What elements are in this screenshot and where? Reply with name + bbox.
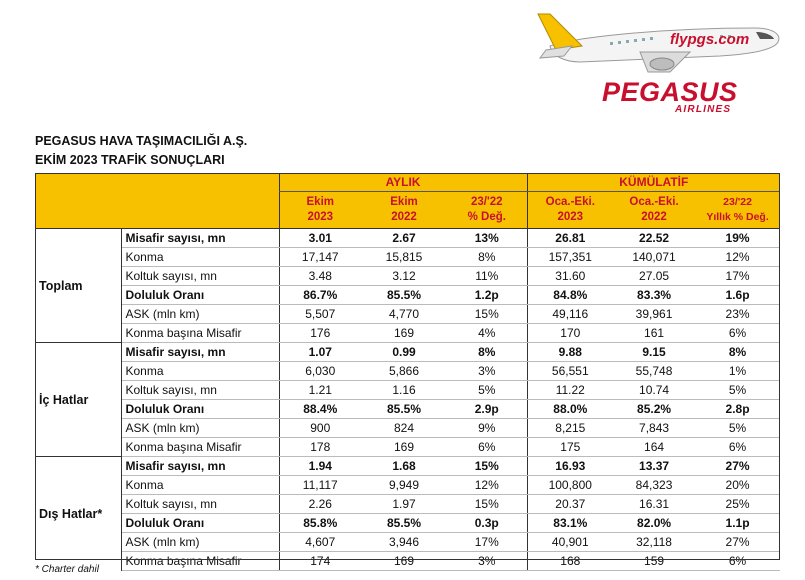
- metric-label: Misafir sayısı, mn: [121, 343, 279, 362]
- table-row: [35, 400, 780, 419]
- value-cell: 4,770: [361, 305, 447, 324]
- value-cell: 164: [613, 438, 695, 457]
- value-cell: 25%: [695, 495, 780, 514]
- value-cell: 27%: [695, 457, 780, 476]
- value-cell: 22.52: [613, 229, 695, 248]
- value-cell: 26.81: [527, 229, 613, 248]
- value-cell: 6%: [447, 438, 527, 457]
- value-cell: 1.97: [361, 495, 447, 514]
- table-row: [35, 495, 780, 514]
- value-cell: 4%: [447, 324, 527, 343]
- value-cell: 0.3p: [447, 514, 527, 533]
- value-cell: 23%: [695, 305, 780, 324]
- value-cell: 10.74: [613, 381, 695, 400]
- value-cell: 19%: [695, 229, 780, 248]
- value-cell: 170: [527, 324, 613, 343]
- value-cell: 6%: [695, 324, 780, 343]
- value-cell: 1.94: [279, 457, 361, 476]
- col-header: 23/'22 % Değ.: [447, 192, 527, 229]
- value-cell: 27.05: [613, 267, 695, 286]
- value-cell: 40,901: [527, 533, 613, 552]
- value-cell: 8%: [447, 248, 527, 267]
- value-cell: 32,118: [613, 533, 695, 552]
- value-cell: 168: [527, 552, 613, 571]
- value-cell: 1%: [695, 362, 780, 381]
- value-cell: 16.93: [527, 457, 613, 476]
- header-kumulatif: KÜMÜLATİF: [527, 173, 780, 192]
- value-cell: 1.1p: [695, 514, 780, 533]
- table-row: [35, 267, 780, 286]
- value-cell: 20.37: [527, 495, 613, 514]
- value-cell: 0.99: [361, 343, 447, 362]
- metric-label: ASK (mln km): [121, 305, 279, 324]
- metric-label: Konma başına Misafir: [121, 324, 279, 343]
- table-row: [35, 248, 780, 267]
- value-cell: 17,147: [279, 248, 361, 267]
- metric-label: Misafir sayısı, mn: [121, 457, 279, 476]
- section-label: Dış Hatlar*: [35, 457, 121, 571]
- traffic-table: [35, 173, 780, 571]
- value-cell: 5%: [695, 381, 780, 400]
- header-row-groups: [35, 173, 780, 192]
- section-label: İç Hatlar: [35, 343, 121, 457]
- website-label: flypgs.com: [670, 31, 750, 48]
- value-cell: 161: [613, 324, 695, 343]
- value-cell: 85.5%: [361, 286, 447, 305]
- table-row: [35, 552, 780, 571]
- metric-label: Koltuk sayısı, mn: [121, 267, 279, 286]
- metric-label: Konma başına Misafir: [121, 552, 279, 571]
- table-row: [35, 514, 780, 533]
- value-cell: 85.8%: [279, 514, 361, 533]
- value-cell: 3%: [447, 552, 527, 571]
- value-cell: 6,030: [279, 362, 361, 381]
- value-cell: 3.01: [279, 229, 361, 248]
- table-row: [35, 457, 780, 476]
- value-cell: 49,116: [527, 305, 613, 324]
- value-cell: 169: [361, 324, 447, 343]
- value-cell: 1.6p: [695, 286, 780, 305]
- value-cell: 175: [527, 438, 613, 457]
- metric-label: Doluluk Oranı: [121, 514, 279, 533]
- value-cell: 900: [279, 419, 361, 438]
- value-cell: 31.60: [527, 267, 613, 286]
- value-cell: 9.15: [613, 343, 695, 362]
- report-subtitle: EKİM 2023 TRAFİK SONUÇLARI: [35, 153, 225, 167]
- value-cell: 88.0%: [527, 400, 613, 419]
- value-cell: 1.21: [279, 381, 361, 400]
- value-cell: 1.07: [279, 343, 361, 362]
- table-row: [35, 305, 780, 324]
- value-cell: 11,117: [279, 476, 361, 495]
- metric-label: Konma: [121, 476, 279, 495]
- metric-label: Koltuk sayısı, mn: [121, 381, 279, 400]
- value-cell: 1.16: [361, 381, 447, 400]
- value-cell: 8%: [695, 343, 780, 362]
- value-cell: 85.5%: [361, 514, 447, 533]
- value-cell: 9,949: [361, 476, 447, 495]
- value-cell: 6%: [695, 438, 780, 457]
- value-cell: 169: [361, 552, 447, 571]
- table-row: [35, 324, 780, 343]
- value-cell: 4,607: [279, 533, 361, 552]
- value-cell: 13%: [447, 229, 527, 248]
- table-row: [35, 381, 780, 400]
- metric-label: Koltuk sayısı, mn: [121, 495, 279, 514]
- metric-label: ASK (mln km): [121, 533, 279, 552]
- value-cell: 16.31: [613, 495, 695, 514]
- value-cell: 15,815: [361, 248, 447, 267]
- value-cell: 174: [279, 552, 361, 571]
- col-header: 23/'22 Yıllık % Değ.: [695, 192, 780, 229]
- brand-subtitle: AIRLINES: [675, 104, 732, 115]
- value-cell: 55,748: [613, 362, 695, 381]
- value-cell: 13.37: [613, 457, 695, 476]
- value-cell: 6%: [695, 552, 780, 571]
- value-cell: 3%: [447, 362, 527, 381]
- value-cell: 39,961: [613, 305, 695, 324]
- value-cell: 9.88: [527, 343, 613, 362]
- value-cell: 3,946: [361, 533, 447, 552]
- value-cell: 5,507: [279, 305, 361, 324]
- value-cell: 2.26: [279, 495, 361, 514]
- value-cell: 12%: [447, 476, 527, 495]
- value-cell: 84,323: [613, 476, 695, 495]
- value-cell: 85.5%: [361, 400, 447, 419]
- value-cell: 15%: [447, 305, 527, 324]
- value-cell: 84.8%: [527, 286, 613, 305]
- col-header: Ekim 2023: [279, 192, 361, 229]
- value-cell: 178: [279, 438, 361, 457]
- col-header: Oca.-Eki. 2023: [527, 192, 613, 229]
- table-row: [35, 286, 780, 305]
- value-cell: 17%: [695, 267, 780, 286]
- metric-label: ASK (mln km): [121, 419, 279, 438]
- table-row: [35, 419, 780, 438]
- metric-label: Konma: [121, 248, 279, 267]
- metric-label: Misafir sayısı, mn: [121, 229, 279, 248]
- value-cell: 5%: [447, 381, 527, 400]
- value-cell: 15%: [447, 495, 527, 514]
- value-cell: 88.4%: [279, 400, 361, 419]
- metric-label: Konma başına Misafir: [121, 438, 279, 457]
- metric-label: Doluluk Oranı: [121, 400, 279, 419]
- value-cell: 3.12: [361, 267, 447, 286]
- value-cell: 169: [361, 438, 447, 457]
- col-header: Ekim 2022: [361, 192, 447, 229]
- footnote: * Charter dahil: [35, 564, 99, 575]
- company-name: PEGASUS HAVA TAŞIMACILIĞI A.Ş.: [35, 134, 248, 148]
- value-cell: 5,866: [361, 362, 447, 381]
- table-row: [35, 533, 780, 552]
- table-row: [35, 229, 780, 248]
- header-aylik: AYLIK: [279, 173, 527, 192]
- value-cell: 824: [361, 419, 447, 438]
- section-label: Toplam: [35, 229, 121, 343]
- value-cell: 83.3%: [613, 286, 695, 305]
- value-cell: 86.7%: [279, 286, 361, 305]
- header-corner: [35, 173, 279, 229]
- value-cell: 83.1%: [527, 514, 613, 533]
- airplane-icon: [520, 6, 790, 78]
- value-cell: 15%: [447, 457, 527, 476]
- pegasus-logo: [520, 6, 790, 116]
- table-body: [35, 229, 780, 571]
- report-title: [35, 132, 247, 170]
- brand-name: PEGASUS: [602, 77, 738, 107]
- value-cell: 27%: [695, 533, 780, 552]
- value-cell: 9%: [447, 419, 527, 438]
- table-row: [35, 438, 780, 457]
- value-cell: 2.8p: [695, 400, 780, 419]
- value-cell: 11%: [447, 267, 527, 286]
- value-cell: 8,215: [527, 419, 613, 438]
- value-cell: 140,071: [613, 248, 695, 267]
- value-cell: 176: [279, 324, 361, 343]
- value-cell: 2.67: [361, 229, 447, 248]
- value-cell: 1.2p: [447, 286, 527, 305]
- metric-label: Konma: [121, 362, 279, 381]
- value-cell: 82.0%: [613, 514, 695, 533]
- value-cell: 56,551: [527, 362, 613, 381]
- value-cell: 12%: [695, 248, 780, 267]
- value-cell: 159: [613, 552, 695, 571]
- value-cell: 100,800: [527, 476, 613, 495]
- value-cell: 1.68: [361, 457, 447, 476]
- value-cell: 11.22: [527, 381, 613, 400]
- table-row: [35, 362, 780, 381]
- value-cell: 2.9p: [447, 400, 527, 419]
- value-cell: 7,843: [613, 419, 695, 438]
- value-cell: 157,351: [527, 248, 613, 267]
- table-row: [35, 476, 780, 495]
- col-header: Oca.-Eki. 2022: [613, 192, 695, 229]
- value-cell: 85.2%: [613, 400, 695, 419]
- value-cell: 5%: [695, 419, 780, 438]
- value-cell: 20%: [695, 476, 780, 495]
- value-cell: 3.48: [279, 267, 361, 286]
- value-cell: 8%: [447, 343, 527, 362]
- value-cell: 17%: [447, 533, 527, 552]
- table-row: [35, 343, 780, 362]
- metric-label: Doluluk Oranı: [121, 286, 279, 305]
